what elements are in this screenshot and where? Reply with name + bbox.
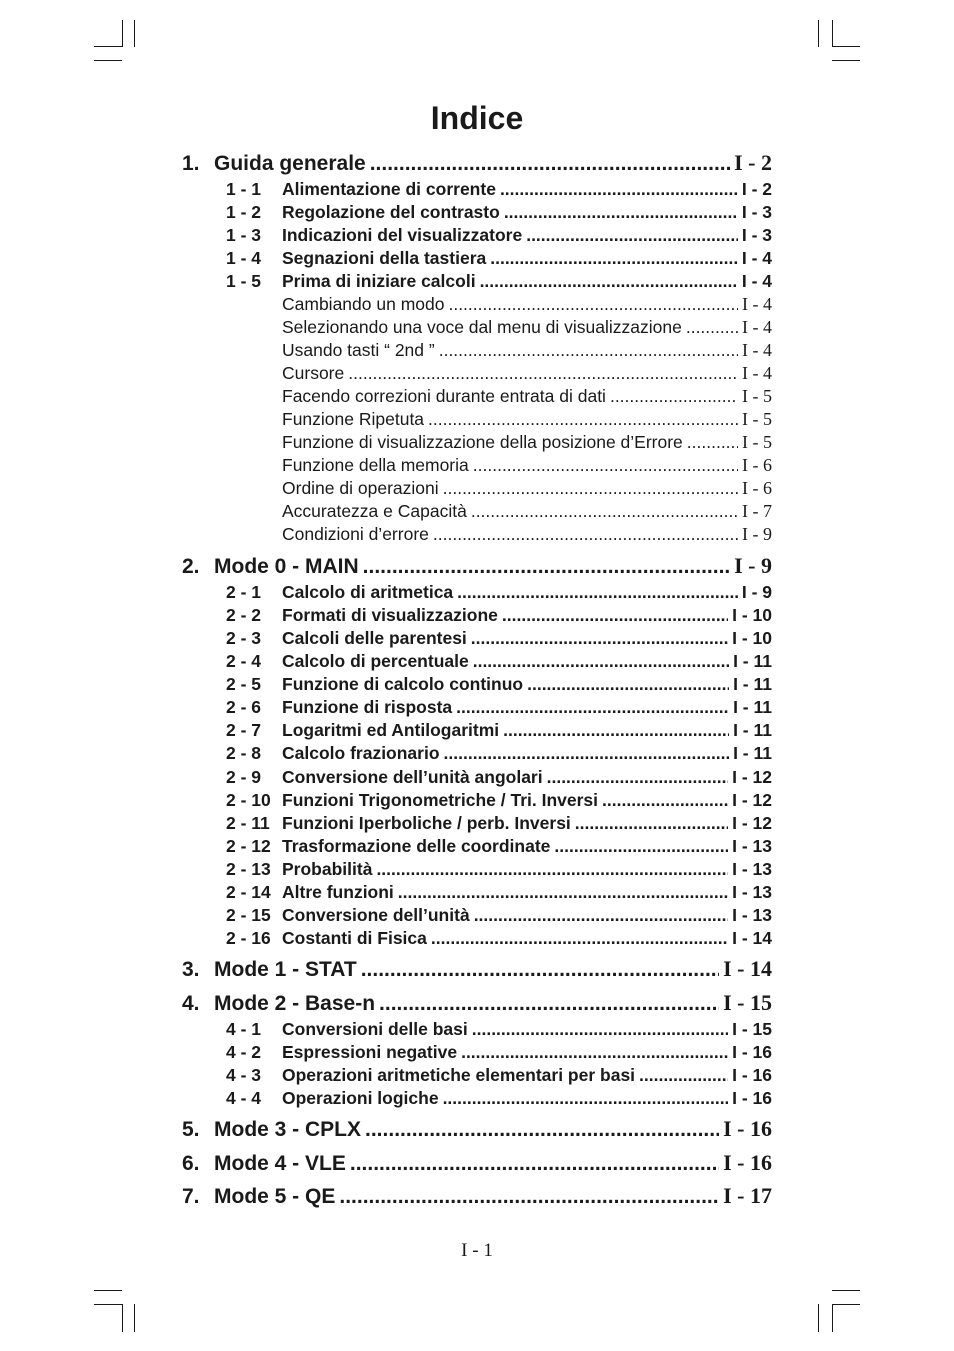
toc-entry-number: 4 - 3 <box>226 1065 262 1085</box>
toc-entry-page: I - 13 <box>732 882 772 902</box>
toc-entry-number: 2 - 9 <box>226 767 262 787</box>
toc-entry[interactable] <box>182 743 772 766</box>
toc-entry-number: 1 - 3 <box>226 225 262 245</box>
toc-entry[interactable] <box>182 882 772 905</box>
toc-entry-page: I - 6 <box>742 455 772 475</box>
toc-entry-page: I - 11 <box>733 720 772 740</box>
toc-entry-label: Espressioni negative <box>282 1042 458 1062</box>
toc-entry-number: 2 - 13 <box>226 859 271 879</box>
toc-entry[interactable] <box>182 1116 772 1144</box>
toc-entry-label: Selezionando una voce dal menu di visualizzazione <box>282 317 682 337</box>
toc-entry-page: I - 4 <box>741 271 772 291</box>
toc-entry-number: 4 - 2 <box>226 1042 262 1062</box>
toc-entry-page: I - 15 <box>723 990 772 1015</box>
toc-entry-page: I - 6 <box>742 478 772 498</box>
toc-entry-number: 2 - 5 <box>226 674 262 694</box>
dot-leader <box>480 271 738 292</box>
toc-entry[interactable] <box>182 202 772 225</box>
toc-entry-page: I - 3 <box>741 202 772 222</box>
toc-entry[interactable] <box>182 248 772 271</box>
dot-leader <box>686 317 738 338</box>
toc-entry[interactable] <box>182 225 772 248</box>
toc-entry[interactable] <box>182 956 772 984</box>
toc-entry-page: I - 13 <box>732 836 772 856</box>
toc-entry-number: 2 - 16 <box>226 928 271 948</box>
toc-entry-label: Funzione Ripetuta <box>282 409 425 429</box>
toc-entry-number: 1 - 2 <box>226 202 262 222</box>
toc-entry[interactable] <box>182 501 772 524</box>
toc-entry-page: I - 12 <box>732 790 772 810</box>
dot-leader <box>444 743 730 764</box>
dot-leader <box>473 455 738 476</box>
toc-entry-number: 5. <box>182 1118 200 1141</box>
toc-entry[interactable] <box>182 524 772 547</box>
toc-entry[interactable] <box>182 432 772 455</box>
toc-entry-page: I - 16 <box>732 1042 772 1062</box>
toc-entry-label: Calcolo di aritmetica <box>282 582 454 602</box>
dot-leader <box>439 340 738 361</box>
toc-entry-page: I - 4 <box>742 317 772 337</box>
dot-leader <box>610 386 738 407</box>
toc-entry[interactable] <box>182 553 772 581</box>
dot-leader <box>490 248 738 269</box>
toc-entry-number: 7. <box>182 1185 200 1208</box>
toc-entry-number: 2 - 4 <box>226 651 262 671</box>
toc-entry-label: Regolazione del contrasto <box>282 202 500 222</box>
toc-entry-label: Costanti di Fisica <box>282 928 427 948</box>
toc-entry-label: Indicazioni del visualizzatore <box>282 225 523 245</box>
toc-entry-label: Funzione di visualizzazione della posizione d’Errore <box>282 432 683 452</box>
toc-entry-number: 2 - 7 <box>226 720 262 740</box>
toc-entry[interactable] <box>182 790 772 813</box>
dot-leader <box>471 628 728 649</box>
toc-entry-label: Cursore <box>282 363 345 383</box>
toc-entry-label: Funzioni Iperboliche / perb. Inversi <box>282 813 571 833</box>
toc-entry[interactable] <box>182 605 772 628</box>
toc-entry-page: I - 11 <box>733 697 772 717</box>
toc-entry[interactable] <box>182 1019 772 1042</box>
toc-entry-label: Formati di visualizzazione <box>282 605 498 625</box>
toc-entry[interactable] <box>182 813 772 836</box>
toc-entry-label: Calcolo frazionario <box>282 743 440 763</box>
toc-entry-label: Cambiando un modo <box>282 294 445 314</box>
toc-entry[interactable] <box>182 271 772 294</box>
toc-entry-number: 2 - 10 <box>226 790 271 810</box>
toc-entry-number: 4 - 4 <box>226 1088 262 1108</box>
toc-entry-number: 1 - 1 <box>226 179 262 199</box>
toc-entry[interactable] <box>182 1150 772 1178</box>
dot-leader <box>461 1042 728 1063</box>
dot-leader <box>527 674 729 695</box>
toc-entry-label: Mode 5 - QE <box>214 1185 336 1208</box>
toc-entry-number: 2 - 6 <box>226 697 262 717</box>
toc-entry-number: 4. <box>182 992 200 1015</box>
toc-entry-number: 2 - 11 <box>226 813 270 833</box>
page-title: Indice <box>430 100 524 136</box>
toc-entry-number: 2 - 12 <box>226 836 271 856</box>
dot-leader <box>428 409 738 430</box>
toc-entry-label: Mode 2 - Base-n <box>214 992 376 1015</box>
toc-entry-label: Guida generale <box>214 152 366 175</box>
toc-entry-page: I - 7 <box>742 501 772 521</box>
toc-entry-page: I - 9 <box>741 582 772 602</box>
dot-leader <box>348 363 738 384</box>
toc-entry-page: I - 11 <box>733 674 772 694</box>
toc-entry-label: Mode 3 - CPLX <box>214 1118 362 1141</box>
toc-entry-page: I - 9 <box>742 524 772 544</box>
dot-leader <box>376 859 728 880</box>
toc-entry-page: I - 15 <box>732 1019 772 1039</box>
toc-entry[interactable] <box>182 294 772 317</box>
dot-leader <box>547 767 729 788</box>
dot-leader <box>379 992 719 1016</box>
toc-entry-page: I - 16 <box>732 1088 772 1108</box>
toc-entry[interactable] <box>182 651 772 674</box>
toc-entry-label: Altre funzioni <box>282 882 394 902</box>
toc-entry-label: Funzione di risposta <box>282 697 453 717</box>
dot-leader <box>456 697 729 718</box>
toc-entry[interactable] <box>182 1042 772 1065</box>
toc-entry-page: I - 12 <box>732 813 772 833</box>
toc-entry-label: Probabilità <box>282 859 373 879</box>
toc-entry-page: I - 5 <box>742 409 772 429</box>
toc-entry[interactable] <box>182 767 772 790</box>
toc-entry[interactable] <box>182 363 772 386</box>
dot-leader <box>431 928 728 949</box>
toc-entry[interactable] <box>182 317 772 340</box>
toc-entry-page: I - 9 <box>734 553 772 578</box>
toc-entry-label: Mode 4 - VLE <box>214 1152 346 1175</box>
toc-entry-label: Conversione dell’unità angolari <box>282 767 543 787</box>
toc-entry-label: Logaritmi ed Antilogaritmi <box>282 720 500 740</box>
toc-entry-label: Operazioni aritmetiche elementari per basi <box>282 1065 636 1085</box>
toc-entry-page: I - 14 <box>723 956 772 981</box>
toc-entry[interactable] <box>182 1065 772 1088</box>
toc-entry-label: Funzioni Trigonometriche / Tri. Inversi <box>282 790 599 810</box>
toc-entry-number: 1 - 4 <box>226 248 262 268</box>
toc-entry[interactable] <box>182 674 772 697</box>
toc-entry-label: Alimentazione di corrente <box>282 179 496 199</box>
toc-entry[interactable] <box>182 990 772 1018</box>
toc-entry-label: Funzione della memoria <box>282 455 469 475</box>
toc-entry[interactable] <box>182 386 772 409</box>
toc-entry-label: Calcoli delle parentesi <box>282 628 467 648</box>
dot-leader <box>448 294 738 315</box>
toc-entry-page: I - 17 <box>723 1183 772 1208</box>
dot-leader <box>398 882 728 903</box>
toc-entry-number: 1. <box>182 152 200 175</box>
toc-entry-number: 2 - 14 <box>226 882 271 902</box>
toc-entry[interactable] <box>182 1088 772 1111</box>
toc-entry[interactable] <box>182 179 772 202</box>
toc-entry-page: I - 14 <box>732 928 772 948</box>
toc-entry[interactable] <box>182 409 772 432</box>
dot-leader <box>500 179 738 200</box>
toc-entry-label: Conversione dell’unità <box>282 905 470 925</box>
toc-entry-label: Segnazioni della tastiera <box>282 248 487 268</box>
toc-entry-label: Ordine di operazioni <box>282 478 439 498</box>
toc-entry[interactable] <box>182 455 772 478</box>
toc-entry-label: Condizioni d’errore <box>282 524 429 544</box>
toc-entry[interactable] <box>182 628 772 651</box>
dot-leader <box>433 524 738 545</box>
toc-entry-page: I - 5 <box>742 386 772 406</box>
toc-entry-label: Accuratezza e Capacità <box>282 501 467 521</box>
toc-entry-label: Conversioni delle basi <box>282 1019 468 1039</box>
dot-leader <box>526 225 738 246</box>
toc-entry-page: I - 13 <box>732 905 772 925</box>
toc-entry[interactable] <box>182 859 772 882</box>
toc-entry-number: 2. <box>182 555 200 578</box>
toc-entry[interactable] <box>182 928 772 951</box>
dot-leader <box>350 1152 719 1176</box>
dot-leader <box>457 582 738 603</box>
toc-entry-page: I - 16 <box>723 1150 772 1175</box>
toc-entry[interactable] <box>182 1183 772 1211</box>
toc-entry-page: I - 11 <box>733 651 772 671</box>
toc-entry[interactable] <box>182 478 772 501</box>
toc-entry-number: 2 - 8 <box>226 743 262 763</box>
toc-entry-page: I - 13 <box>732 859 772 879</box>
toc-entry-page: I - 2 <box>734 150 772 175</box>
toc-entry[interactable] <box>182 150 772 178</box>
dot-leader <box>339 1185 719 1209</box>
dot-leader <box>687 432 738 453</box>
dot-leader <box>602 790 728 811</box>
dot-leader <box>365 1118 719 1142</box>
dot-leader <box>361 958 719 982</box>
toc-entry-page: I - 5 <box>742 432 772 452</box>
toc-entry-label: Operazioni logiche <box>282 1088 439 1108</box>
toc-entry-number: 2 - 3 <box>226 628 262 648</box>
dot-leader <box>554 836 728 857</box>
dot-leader <box>443 478 738 499</box>
toc-entry-label: Trasformazione delle coordinate <box>282 836 551 856</box>
toc-entry-label: Mode 1 - STAT <box>214 958 357 981</box>
toc-entry-page: I - 10 <box>732 605 772 625</box>
toc-entry-number: 3. <box>182 958 200 981</box>
toc-entry-page: I - 16 <box>732 1065 772 1085</box>
toc-entry-page: I - 4 <box>741 248 772 268</box>
toc-entry-number: 2 - 1 <box>226 582 262 602</box>
dot-leader <box>502 605 728 626</box>
toc-entry-page: I - 4 <box>742 294 772 314</box>
toc-entry-label: Mode 0 - MAIN <box>214 555 359 578</box>
toc-entry-page: I - 2 <box>741 179 772 199</box>
toc-entry-number: 2 - 2 <box>226 605 262 625</box>
toc-entry-page: I - 11 <box>733 743 772 763</box>
toc-entry-page: I - 12 <box>732 767 772 787</box>
toc-entry[interactable] <box>182 836 772 859</box>
toc-entry-page: I - 10 <box>732 628 772 648</box>
toc-entry-number: 1 - 5 <box>226 271 262 291</box>
dot-leader <box>639 1065 728 1086</box>
toc-entry-page: I - 3 <box>741 225 772 245</box>
dot-leader <box>474 905 728 926</box>
toc-entry-page: I - 16 <box>723 1116 772 1141</box>
toc-entry-label: Calcolo di percentuale <box>282 651 469 671</box>
toc-entry[interactable] <box>182 905 772 928</box>
dot-leader <box>472 1019 728 1040</box>
toc-entry[interactable] <box>182 340 772 363</box>
toc-entry-page: I - 4 <box>742 363 772 383</box>
dot-leader <box>473 651 729 672</box>
toc-entry-number: 6. <box>182 1152 200 1175</box>
page-number: I - 1 <box>461 1240 493 1261</box>
toc-entry-label: Usando tasti “ 2nd ” <box>282 340 435 360</box>
toc-entry-number: 4 - 1 <box>226 1019 262 1039</box>
toc-entry-page: I - 4 <box>742 340 772 360</box>
toc-entry-label: Prima di iniziare calcoli <box>282 271 476 291</box>
toc-entry-label: Facendo correzioni durante entrata di dati <box>282 386 606 406</box>
toc-entry-label: Funzione di calcolo continuo <box>282 674 524 694</box>
dot-leader <box>443 1088 729 1109</box>
toc-entry[interactable] <box>182 697 772 720</box>
dot-leader <box>575 813 728 834</box>
toc-entry[interactable] <box>182 582 772 605</box>
toc-entry[interactable] <box>182 720 772 743</box>
dot-leader <box>363 555 730 579</box>
toc-entry-number: 2 - 15 <box>226 905 271 925</box>
dot-leader <box>370 152 730 176</box>
dot-leader <box>504 202 738 223</box>
dot-leader <box>503 720 729 741</box>
dot-leader <box>471 501 738 522</box>
